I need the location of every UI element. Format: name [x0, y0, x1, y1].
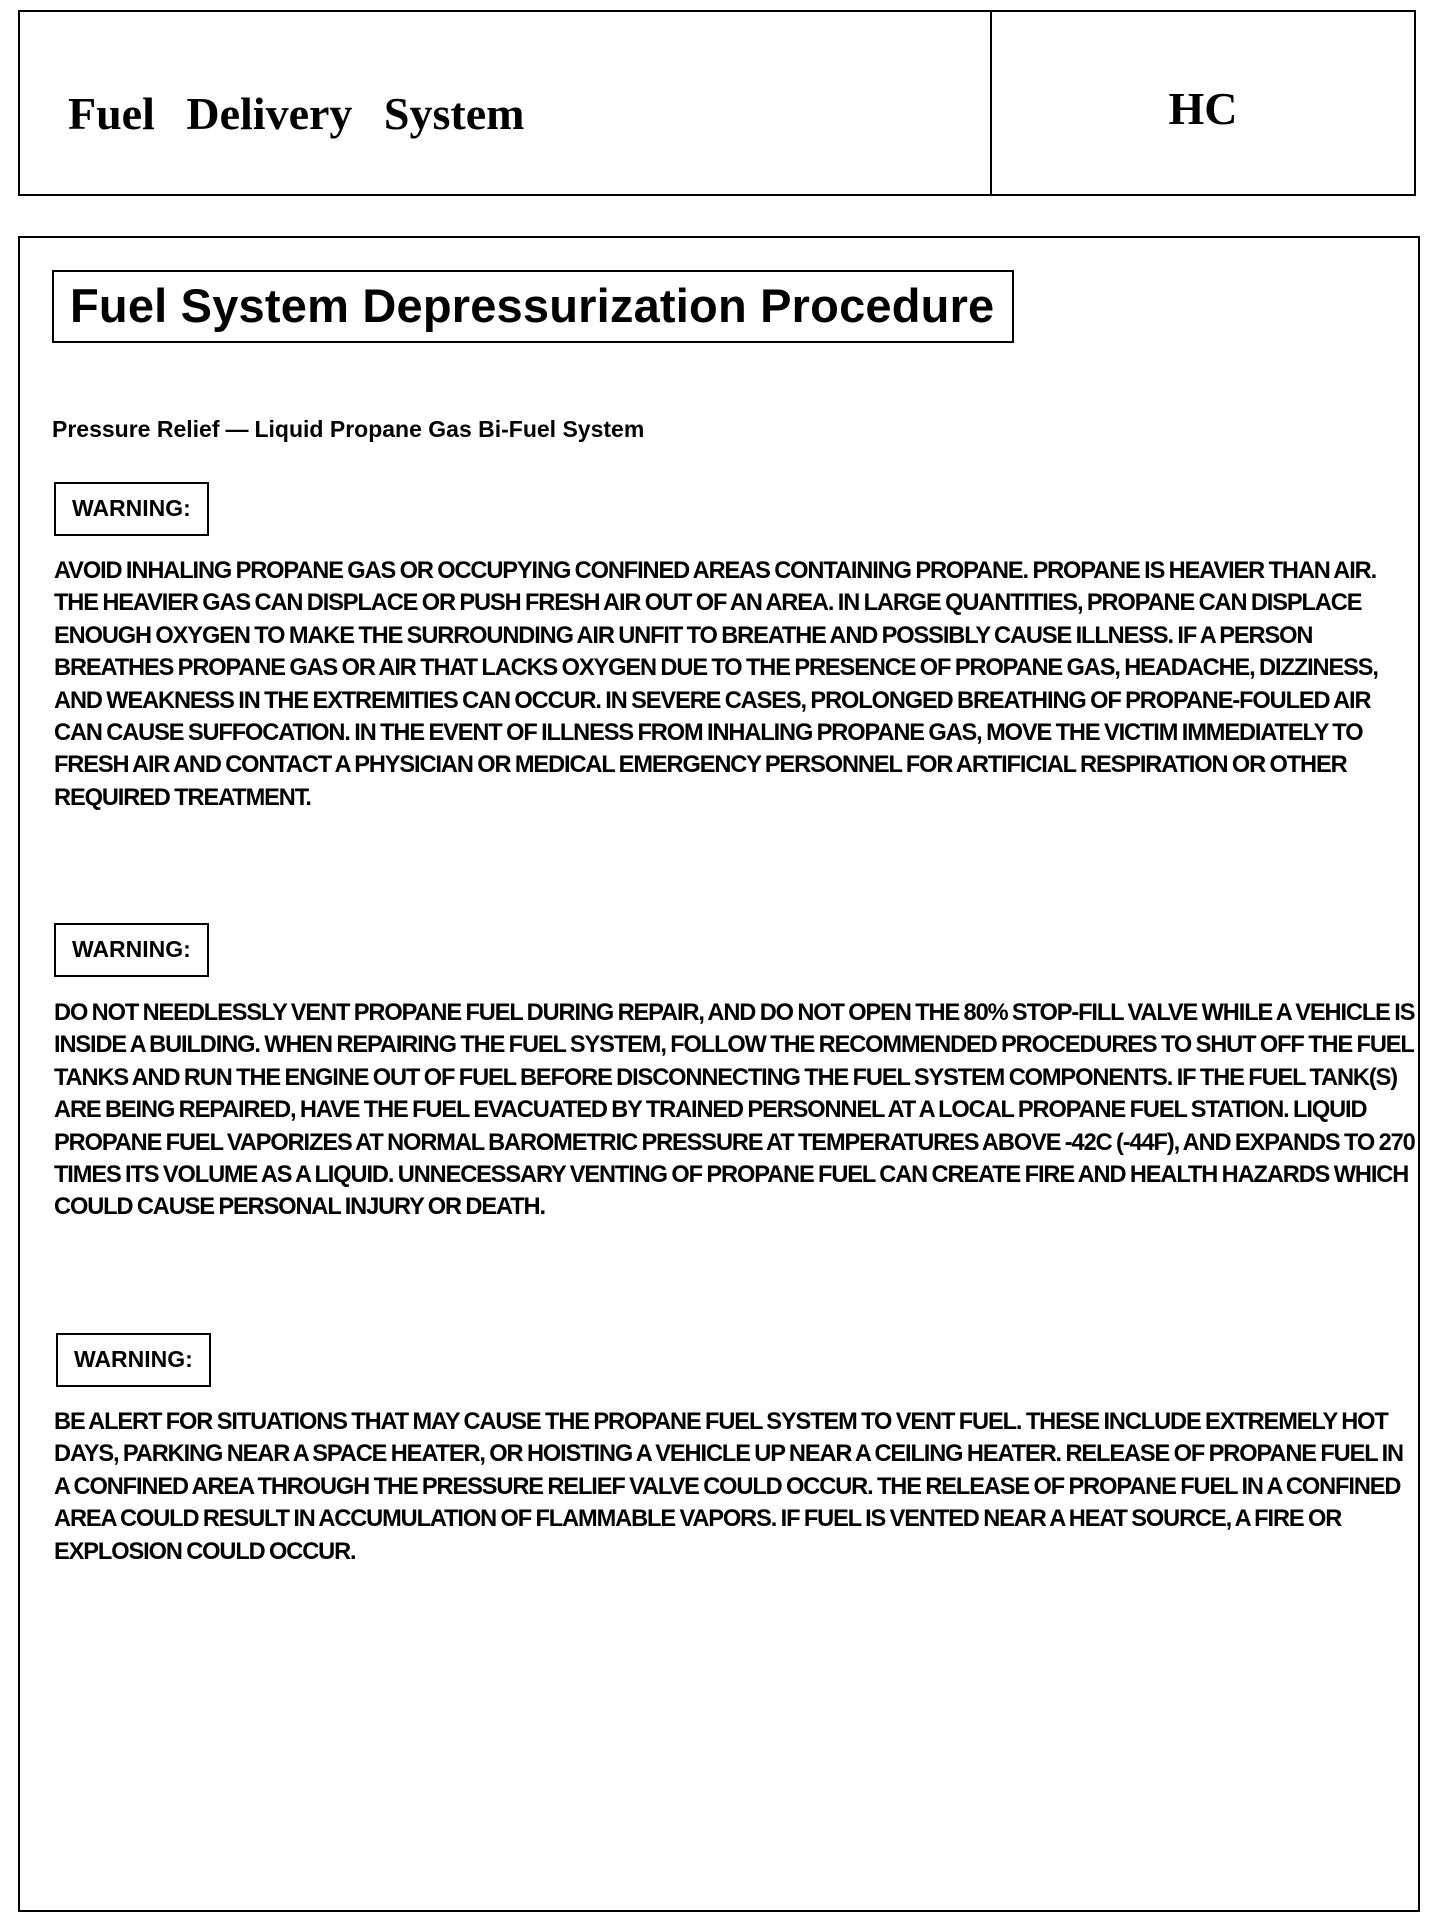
header-title-cell — [20, 12, 990, 194]
warning-label-1: WARNING: — [54, 482, 209, 536]
header-code-cell — [990, 12, 1414, 194]
section-code: HC — [1168, 83, 1238, 134]
procedure-title: Fuel System Depressurization Procedure — [52, 270, 1014, 343]
warning-label-3: WARNING: — [56, 1333, 211, 1387]
procedure-subtitle — [52, 416, 644, 443]
subtitle-dash: — — [225, 416, 249, 442]
section-title: Fuel Delivery System — [68, 87, 525, 139]
page-header — [18, 10, 1416, 196]
subtitle-text: Liquid Propane Gas Bi-Fuel System — [254, 416, 645, 442]
warning-label-2: WARNING: — [54, 923, 209, 977]
subtitle-label: Pressure Relief — [52, 416, 220, 442]
procedure-panel — [18, 236, 1420, 1912]
warning-text-2: DO NOT NEEDLESSLY VENT PROPANE FUEL DURING REPAIR, AND DO NOT OPEN THE 80% STOP-FILL VALVE WHILE A VEHICLE IS INSIDE A BUILDING. WHEN REPAIRING THE FUEL SYSTEM, FOLLOW THE RECOMMENDED PROCEDURES TO SHUT OFF THE FUEL TANKS AND RUN THE ENGINE OUT OF FUEL BEFORE DISCONNECTING THE FUEL SYSTEM COMPONENTS. IF THE FUEL TANK(S) ARE BEING REPAIRED, HAVE THE FUEL EVACUATED BY TRAINED PERSONNEL AT A LOCAL PROPANE FUEL STATION. LIQUID PROPANE FUEL VAPORIZES AT NORMAL BAROMETRIC PRESSURE AT TEMPERATURES ABOVE -42C (-44F), AND EXPANDS TO 270 TIMES ITS VOLUME AS A LIQUID. UNNECESSARY VENTING OF PROPANE FUEL CAN CREATE FIRE AND HEALTH HAZARDS WHICH COULD CAUSE PERSONAL INJURY OR DEATH. — [54, 1000, 1415, 1221]
warning-text-3: BE ALERT FOR SITUATIONS THAT MAY CAUSE THE PROPANE FUEL SYSTEM TO VENT FUEL. THESE INCLUDE EXTREMELY HOT DAYS, PARKING NEAR A SPACE HEATER, OR HOISTING A VEHICLE UP NEAR A CEILING HEATER. RELEASE OF PROPANE FUEL IN A CONFINED AREA THROUGH THE PRESSURE RELIEF VALVE COULD OCCUR. THE RELEASE OF PROPANE FUEL IN A CONFINED AREA COULD RESULT IN ACCUMULATION OF FLAMMABLE VAPORS. IF FUEL IS VENTED NEAR A HEAT SOURCE, A FIRE OR EXPLOSION COULD OCCUR. — [54, 1409, 1403, 1565]
warning-text-1: AVOID INHALING PROPANE GAS OR OCCUPYING CONFINED AREAS CONTAINING PROPANE. PROPANE IS HEAVIER THAN AIR. THE HEAVIER GAS CAN DISPLACE OR PUSH FRESH AIR OUT OF AN AREA. IN LARGE QUANTITIES, PROPANE CAN DISPLACE ENOUGH OXYGEN TO MAKE THE SURROUNDING AIR UNFIT TO BREATHE AND POSSIBLY CAUSE ILLNESS. IF A PERSON BREATHES PROPANE GAS OR AIR THAT LACKS OXYGEN DUE TO THE PRESENCE OF PROPANE GAS, HEADACHE, DIZZINESS, AND WEAKNESS IN THE EXTREMITIES CAN OCCUR. IN SEVERE CASES, PROLONGED BREATHING OF PROPANE-FOULED AIR CAN CAUSE SUFFOCATION. IN THE EVENT OF ILLNESS FROM INHALING PROPANE GAS, MOVE THE VICTIM IMMEDIATELY TO FRESH AIR AND CONTACT A PHYSICIAN OR MEDICAL EMERGENCY PERSONNEL FOR ARTIFICIAL RESPIRATION OR OTHER REQUIRED TREATMENT. — [54, 558, 1378, 811]
